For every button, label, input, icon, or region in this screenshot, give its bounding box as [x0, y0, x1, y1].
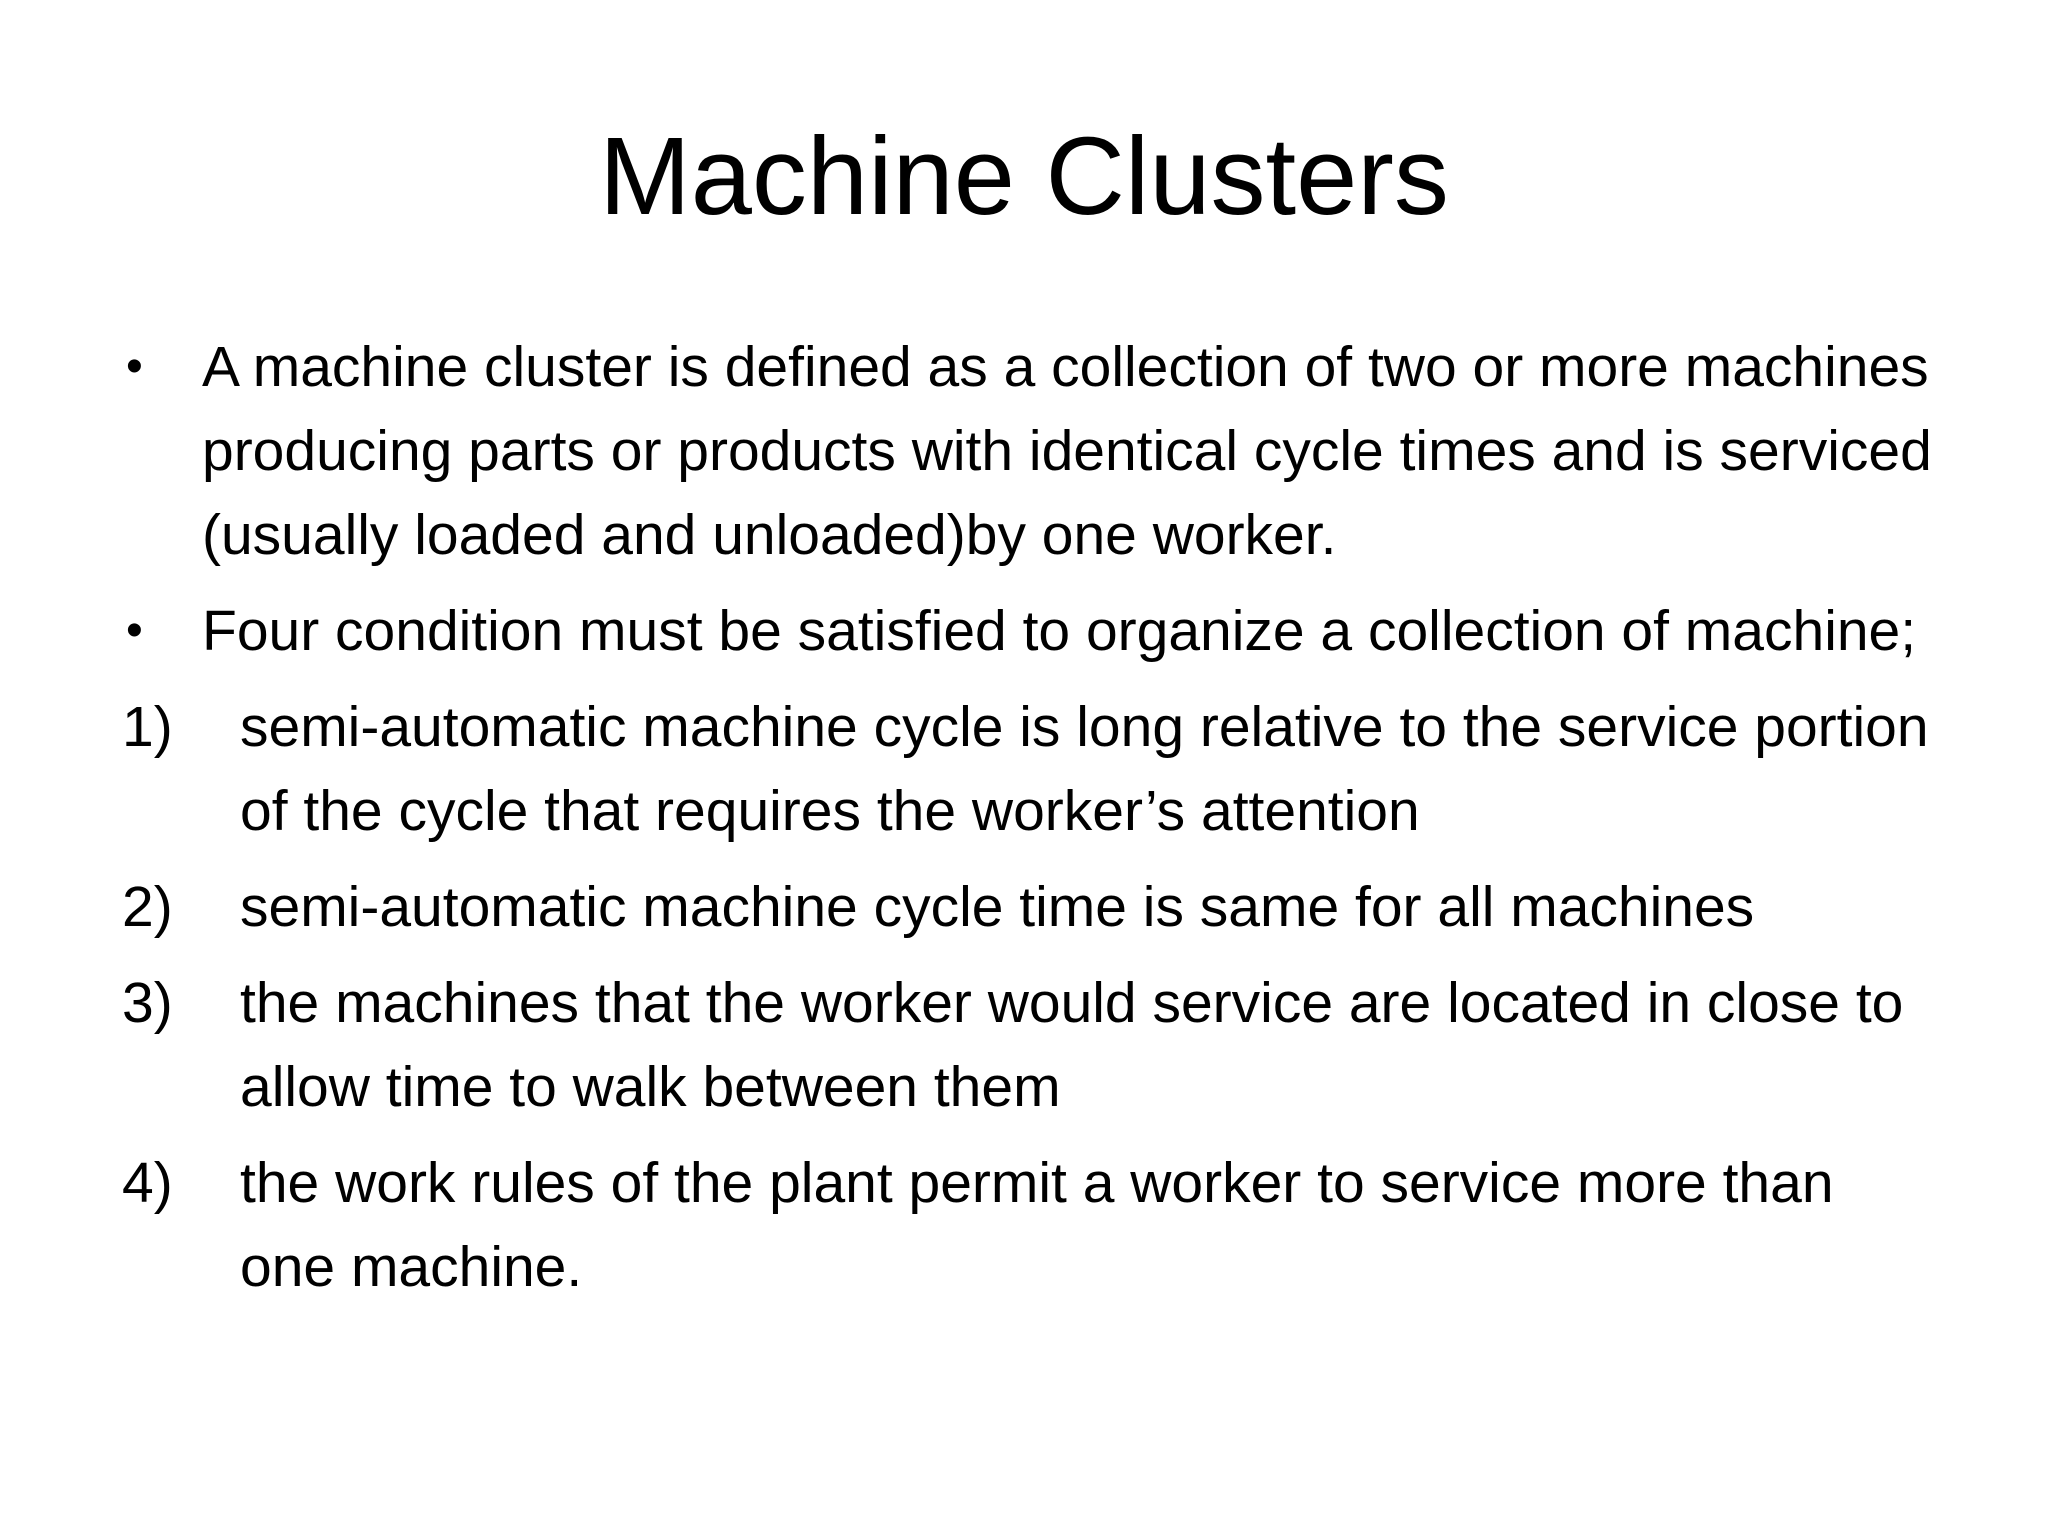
- numbered-item: [122, 865, 1942, 949]
- slide-title: Machine Clusters: [599, 115, 1449, 238]
- number-marker: 3): [122, 971, 173, 1035]
- number-marker: 2): [122, 875, 173, 939]
- slide-body: [122, 325, 1942, 1321]
- bullet-text: Four condition must be satisfied to organize a collection of machine;: [202, 599, 1917, 663]
- numbered-text: the machines that the worker would service are located in close to allow time to walk between them: [240, 971, 1904, 1119]
- bullet-item: [122, 589, 1942, 673]
- number-marker: 4): [122, 1151, 173, 1215]
- bullet-marker: •: [126, 604, 143, 657]
- numbered-item: [122, 1141, 1942, 1309]
- number-marker: 1): [122, 695, 173, 759]
- bullet-item: [122, 325, 1942, 577]
- numbered-text: the work rules of the plant permit a worker to service more than one machine.: [240, 1151, 1834, 1299]
- bullet-marker: •: [126, 340, 143, 393]
- bullet-text: A machine cluster is defined as a collection of two or more machines producing parts or products with identical cycle times and is serviced (usually loaded and unloaded)by one worker.: [202, 335, 1932, 567]
- numbered-item: [122, 961, 1942, 1129]
- numbered-text: semi-automatic machine cycle time is same for all machines: [240, 875, 1755, 939]
- numbered-text: semi-automatic machine cycle is long relative to the service portion of the cycle that requires the worker’s attention: [240, 695, 1929, 843]
- numbered-item: [122, 685, 1942, 853]
